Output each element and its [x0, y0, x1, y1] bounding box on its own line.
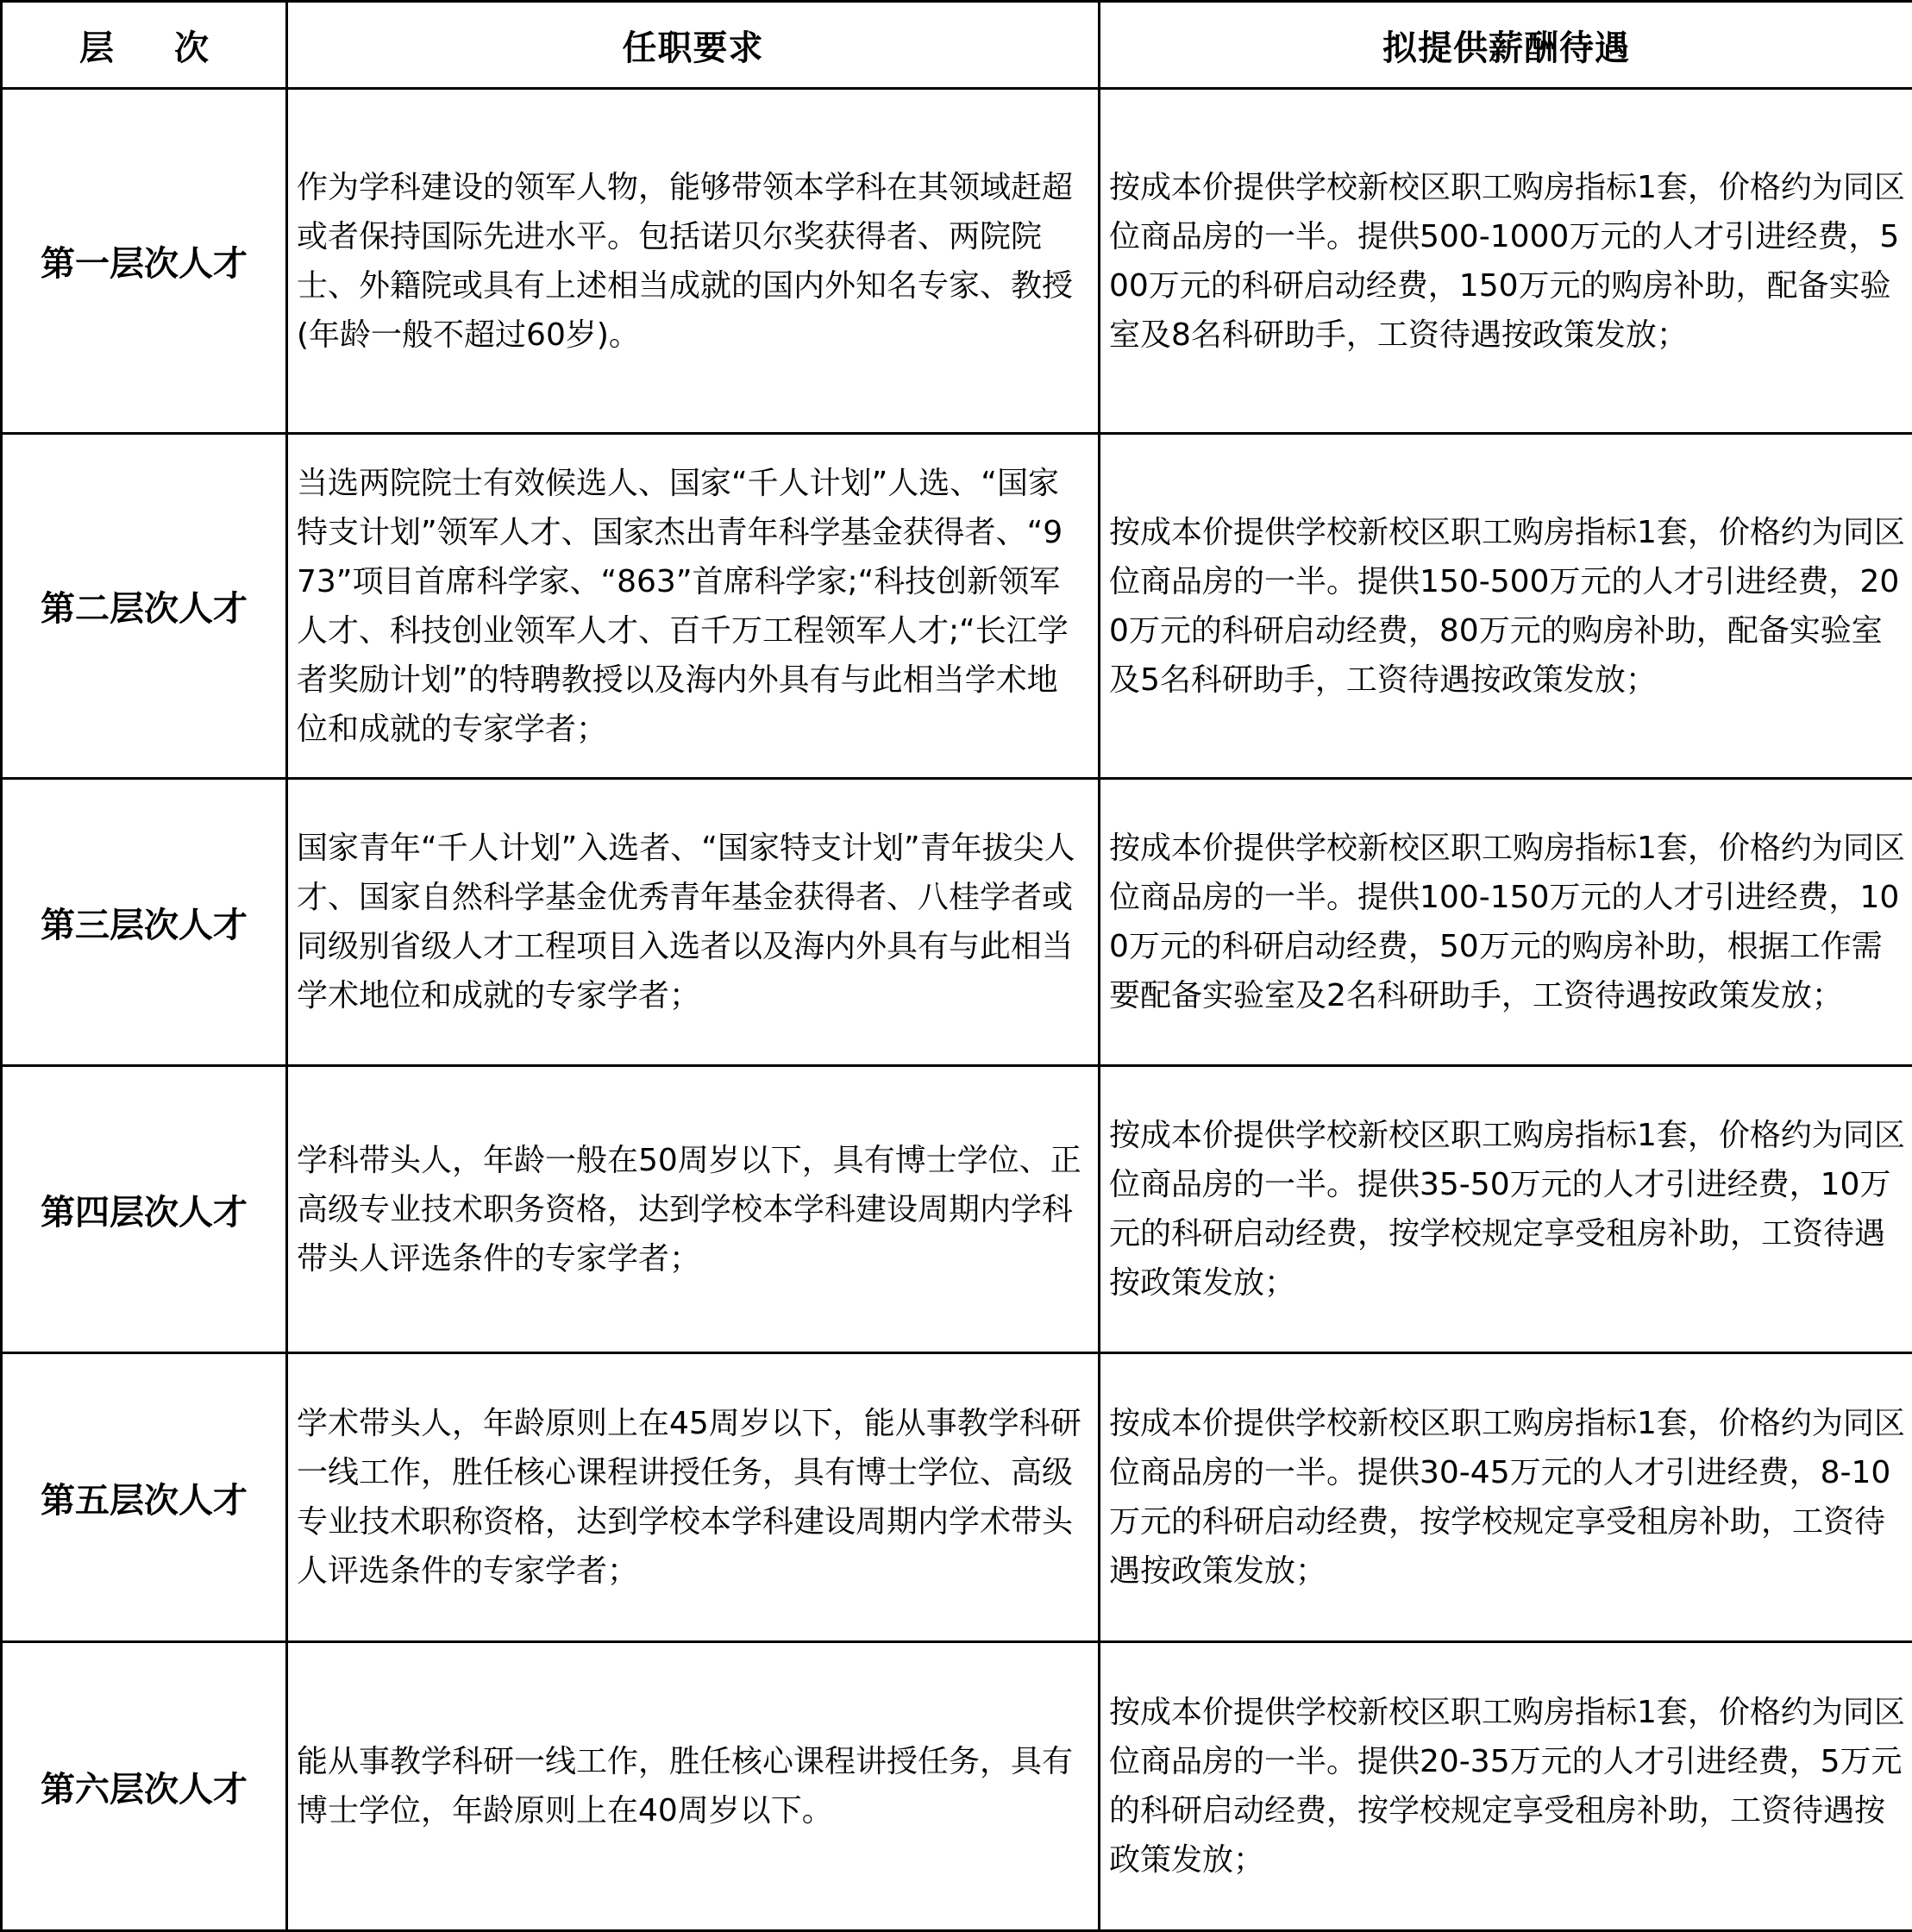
table-header — [2, 2, 1912, 89]
compensation-cell: 按成本价提供学校新校区职工购房指标1套，价格约为同区位商品房的一半。提供100-150万元的人才引进经费，100万元的科研启动经费，50万元的购房补助，根据工作需要配备实验室及2名科研助手，工资待遇按政策发放； — [1100, 779, 1912, 1066]
compensation-cell: 按成本价提供学校新校区职工购房指标1套，价格约为同区位商品房的一半。提供35-50万元的人才引进经费，10万元的科研启动经费，按学校规定享受租房补助，工资待遇按政策发放； — [1100, 1066, 1912, 1353]
level-cell: 第三层次人才 — [2, 779, 287, 1066]
compensation-cell: 按成本价提供学校新校区职工购房指标1套，价格约为同区位商品房的一半。提供150-500万元的人才引进经费，200万元的科研启动经费，80万元的购房补助，配备实验室及5名科研助手，工资待遇按政策发放； — [1100, 434, 1912, 779]
requirements-cell: 能从事教学科研一线工作，胜任核心课程讲授任务，具有博士学位，年龄原则上在40周岁以下。 — [287, 1642, 1100, 1931]
requirements-cell: 学术带头人，年龄原则上在45周岁以下，能从事教学科研一线工作，胜任核心课程讲授任务，具有博士学位、高级专业技术职称资格，达到学校本学科建设周期内学术带头人评选条件的专家学者； — [287, 1353, 1100, 1642]
header-row — [2, 2, 1912, 89]
header-level — [2, 2, 287, 89]
requirements-cell: 当选两院院士有效候选人、国家“千人计划”人选、“国家特支计划”领军人才、国家杰出青年科学基金获得者、“973”项目首席科学家、“863”首席科学家;“科技创新领军人才、科技创业领军人才、百千万工程领军人才;“长江学者奖励计划”的特聘教授以及海内外具有与此相当学术地位和成就的专家学者； — [287, 434, 1100, 779]
level-cell: 第五层次人才 — [2, 1353, 287, 1642]
compensation-cell: 按成本价提供学校新校区职工购房指标1套，价格约为同区位商品房的一半。提供20-35万元的人才引进经费，5万元的科研启动经费，按学校规定享受租房补助，工资待遇按政策发放； — [1100, 1642, 1912, 1931]
requirements-cell: 国家青年“千人计划”入选者、“国家特支计划”青年拔尖人才、国家自然科学基金优秀青年基金获得者、八桂学者或同级别省级人才工程项目入选者以及海内外具有与此相当学术地位和成就的专家学者； — [287, 779, 1100, 1066]
table-body — [2, 89, 1912, 1931]
table-row — [2, 434, 1912, 779]
level-cell: 第二层次人才 — [2, 434, 287, 779]
compensation-cell: 按成本价提供学校新校区职工购房指标1套，价格约为同区位商品房的一半。提供30-45万元的人才引进经费，8-10万元的科研启动经费，按学校规定享受租房补助，工资待遇按政策发放； — [1100, 1353, 1912, 1642]
table-row — [2, 1642, 1912, 1931]
header-requirements: 任职要求 — [287, 2, 1100, 89]
level-cell: 第四层次人才 — [2, 1066, 287, 1353]
header-level-label: 层 次 — [55, 28, 233, 68]
table-row — [2, 1066, 1912, 1353]
table-row — [2, 89, 1912, 434]
requirements-cell: 学科带头人，年龄一般在50周岁以下，具有博士学位、正高级专业技术职务资格，达到学校本学科建设周期内学科带头人评选条件的专家学者； — [287, 1066, 1100, 1353]
level-cell: 第六层次人才 — [2, 1642, 287, 1931]
level-cell: 第一层次人才 — [2, 89, 287, 434]
compensation-cell: 按成本价提供学校新校区职工购房指标1套，价格约为同区位商品房的一半。提供500-1000万元的人才引进经费，500万元的科研启动经费，150万元的购房补助，配备实验室及8名科研助手，工资待遇按政策发放； — [1100, 89, 1912, 434]
requirements-cell: 作为学科建设的领军人物，能够带领本学科在其领域赶超或者保持国际先进水平。包括诺贝尔奖获得者、两院院士、外籍院或具有上述相当成就的国内外知名专家、教授(年龄一般不超过60岁)。 — [287, 89, 1100, 434]
header-compensation: 拟提供薪酬待遇 — [1100, 2, 1912, 89]
table-row — [2, 1353, 1912, 1642]
table-row — [2, 779, 1912, 1066]
